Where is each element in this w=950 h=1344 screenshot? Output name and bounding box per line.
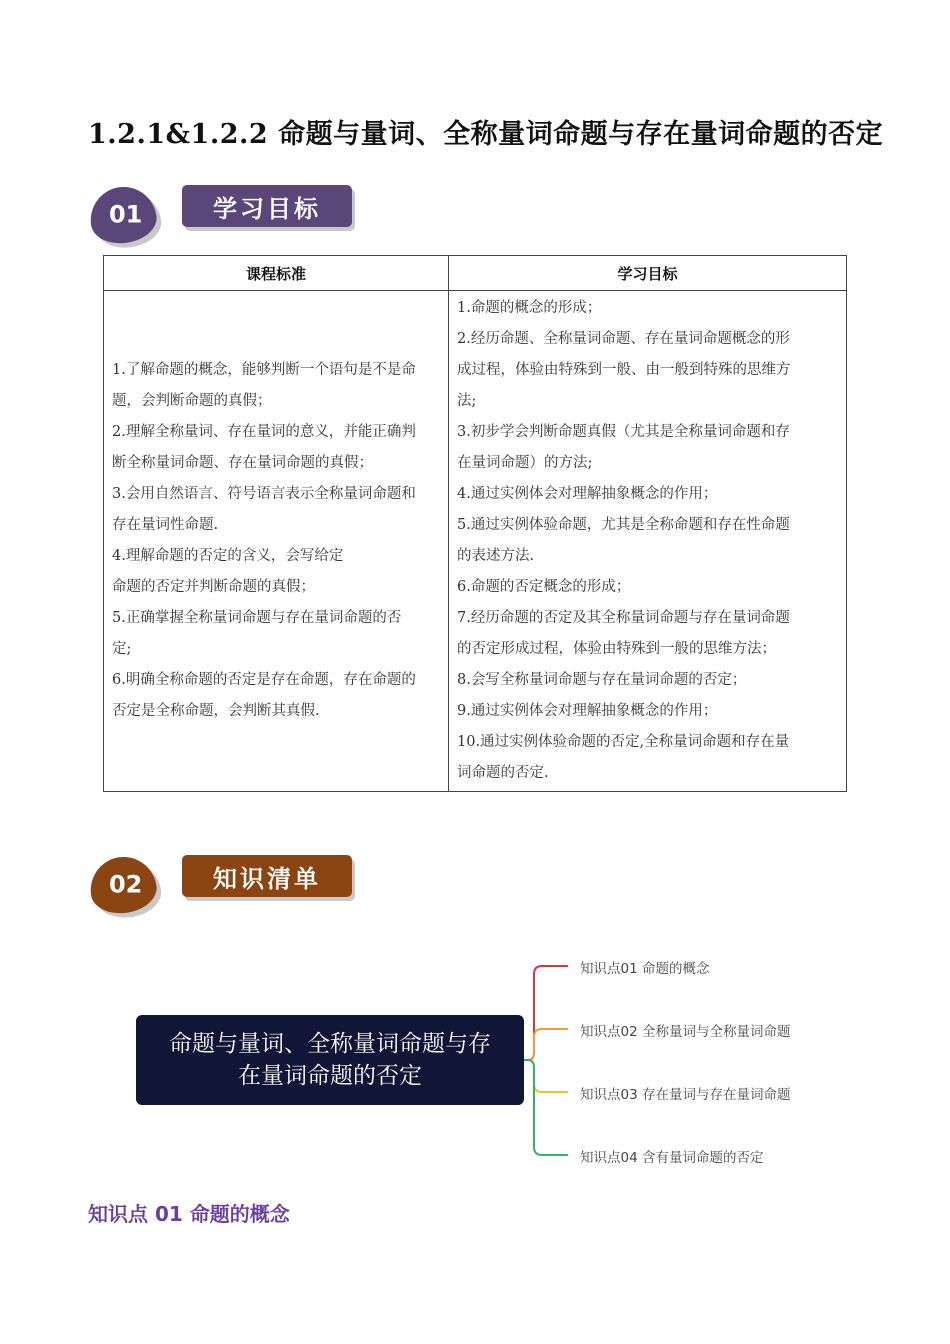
goal-line: 在量词命题）的方法; bbox=[457, 455, 593, 471]
goal-line: 8.会写全称量词命题与存在量词命题的否定； bbox=[457, 672, 747, 688]
table-header-row bbox=[104, 256, 847, 291]
section-number: 02 bbox=[109, 870, 143, 899]
standard-cell bbox=[104, 291, 449, 792]
center-line-2: 在量词命题的否定 bbox=[238, 1063, 422, 1089]
goal-line: 存在量词性命题. bbox=[112, 517, 219, 533]
column-header-standard: 课程标准 bbox=[104, 256, 449, 291]
goal-line: 2.理解全称量词、存在量词的意义，并能正确判 bbox=[112, 424, 416, 440]
section-label: 知识清单 bbox=[182, 855, 352, 897]
section-number-badge bbox=[86, 853, 159, 918]
goal-line: 1.了解命题的概念，能够判断一个语句是不是命 bbox=[112, 362, 416, 378]
section-number-badge bbox=[86, 183, 159, 248]
goal-line: 法; bbox=[457, 393, 477, 409]
section-number: 01 bbox=[109, 200, 143, 229]
goal-line: 10.通过实例体验命题的否定,全称量词命题和存在量 bbox=[457, 734, 790, 750]
goal-line: 9.通过实例体会对理解抽象概念的作用； bbox=[457, 703, 718, 719]
branch-kp03: 知识点03 存在量词与存在量词命题 bbox=[580, 1087, 791, 1103]
goal-line: 断全称量词命题、存在量词命题的真假； bbox=[112, 455, 373, 471]
goal-line: 否定是全称命题，会判断其真假. bbox=[112, 703, 320, 719]
section-header-knowledge bbox=[88, 853, 388, 923]
mindmap-center-node bbox=[136, 1015, 524, 1105]
branch-kp01: 知识点01 命题的概念 bbox=[580, 961, 710, 977]
knowledge-mindmap bbox=[0, 940, 950, 1180]
goal-line: 5.通过实例体验命题，尤其是全称命题和存在性命题 bbox=[457, 517, 790, 533]
goals-table bbox=[103, 255, 847, 792]
branch-connector bbox=[524, 1060, 568, 1092]
column-header-goals: 学习目标 bbox=[449, 256, 847, 291]
goal-line: 3.初步学会判断命题真假（尤其是全称量词命题和存 bbox=[457, 424, 790, 440]
branch-kp02: 知识点02 全称量词与全称量词命题 bbox=[580, 1024, 791, 1040]
goal-line: 题，会判断命题的真假； bbox=[112, 393, 272, 409]
goal-line: 1.命题的概念的形成； bbox=[457, 300, 602, 316]
goal-line: 4.通过实例体会对理解抽象概念的作用； bbox=[457, 486, 718, 502]
table-row bbox=[104, 291, 847, 792]
knowledge-point-01-heading: 知识点 01 命题的概念 bbox=[88, 1202, 290, 1226]
goal-line: 成过程，体验由特殊到一般、由一般到特殊的思维方 bbox=[457, 362, 791, 378]
branch-connector bbox=[524, 1029, 568, 1060]
goal-line: 词命题的否定. bbox=[457, 765, 549, 781]
center-line-1: 命题与量词、全称量词命题与存 bbox=[169, 1031, 491, 1057]
goal-line: 的否定形成过程，体验由特殊到一般的思维方法； bbox=[457, 641, 776, 657]
goal-line: 6.命题的否定概念的形成； bbox=[457, 579, 631, 595]
page-title: 1.2.1&1.2.2 命题与量词、全称量词命题与存在量词命题的否定 bbox=[88, 119, 884, 150]
goal-line: 6.明确全称命题的否定是存在命题，存在命题的 bbox=[112, 672, 416, 688]
goal-line: 的表述方法. bbox=[457, 548, 535, 564]
branch-connector bbox=[524, 1060, 568, 1155]
branch-kp04: 知识点04 含有量词命题的否定 bbox=[580, 1150, 764, 1166]
branch-connector bbox=[524, 966, 568, 1060]
section-header-goals bbox=[88, 183, 388, 253]
goal-line: 2.经历命题、全称量词命题、存在量词命题概念的形 bbox=[457, 331, 790, 347]
goal-line: 定; bbox=[112, 641, 132, 657]
goal-line: 4.理解命题的否定的含义，会写给定 bbox=[112, 548, 344, 564]
goals-cell bbox=[449, 291, 847, 792]
goal-line: 7.经历命题的否定及其全称量词命题与存在量词命题 bbox=[457, 610, 790, 626]
goal-line: 命题的否定并判断命题的真假； bbox=[112, 579, 315, 595]
goal-line: 3.会用自然语言、符号语言表示全称量词命题和 bbox=[112, 486, 416, 502]
goal-line: 5.正确掌握全称量词命题与存在量词命题的否 bbox=[112, 610, 402, 626]
section-label: 学习目标 bbox=[182, 185, 352, 227]
